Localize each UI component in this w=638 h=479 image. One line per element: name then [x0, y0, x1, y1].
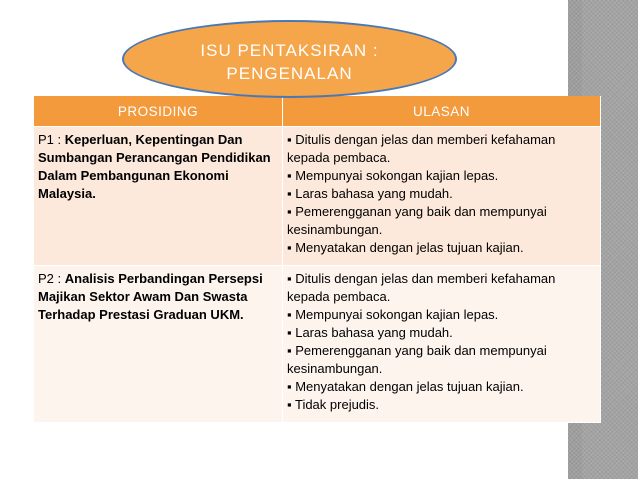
- proceeding-separator: :: [53, 271, 65, 286]
- review-cell: [283, 127, 601, 266]
- title-line-2: PENGENALAN: [226, 64, 353, 83]
- table-header-row: [34, 96, 601, 127]
- table-row: [34, 127, 601, 266]
- review-note: ▪ Menyatakan dengan jelas tujuan kajian.: [287, 240, 524, 255]
- proceeding-cell: [34, 127, 283, 266]
- review-note: ▪ Laras bahasa yang mudah.: [287, 325, 453, 340]
- review-note: ▪ Mempunyai sokongan kajian lepas.: [287, 168, 499, 183]
- proceeding-code: P1: [38, 132, 54, 147]
- review-cell: [283, 266, 601, 423]
- review-note: ▪ Laras bahasa yang mudah.: [287, 186, 453, 201]
- header-ulasan: ULASAN: [283, 96, 601, 127]
- proceeding-code: P2: [38, 271, 54, 286]
- review-note: ▪ Pemerengganan yang baik dan mempunyai kesinambungan.: [287, 204, 547, 237]
- review-note: ▪ Menyatakan dengan jelas tujuan kajian.: [287, 379, 524, 394]
- proceeding-title: Keperluan, Kepentingan Dan Sumbangan Perancangan Pendidikan Dalam Pembangunan Ekonomi Malaysia.: [38, 132, 271, 201]
- review-note: ▪ Pemerengganan yang baik dan mempunyai kesinambungan.: [287, 343, 547, 376]
- proceeding-title: Analisis Perbandingan Persepsi Majikan Sektor Awam Dan Swasta Terhadap Prestasi Graduan UKM.: [38, 271, 263, 322]
- proceeding-cell: [34, 266, 283, 423]
- review-note: ▪ Ditulis dengan jelas dan memberi kefahaman kepada pembaca.: [287, 271, 556, 304]
- review-note: ▪ Ditulis dengan jelas dan memberi kefahaman kepada pembaca.: [287, 132, 556, 165]
- review-note: ▪ Mempunyai sokongan kajian lepas.: [287, 307, 499, 322]
- header-prosiding: PROSIDING: [34, 96, 283, 127]
- review-table: [33, 96, 601, 423]
- title-line-1: ISU PENTAKSIRAN :: [200, 41, 379, 60]
- title-oval: [122, 20, 457, 98]
- table-row: [34, 266, 601, 423]
- review-note: ▪ Tidak prejudis.: [287, 397, 380, 412]
- proceeding-separator: :: [53, 132, 65, 147]
